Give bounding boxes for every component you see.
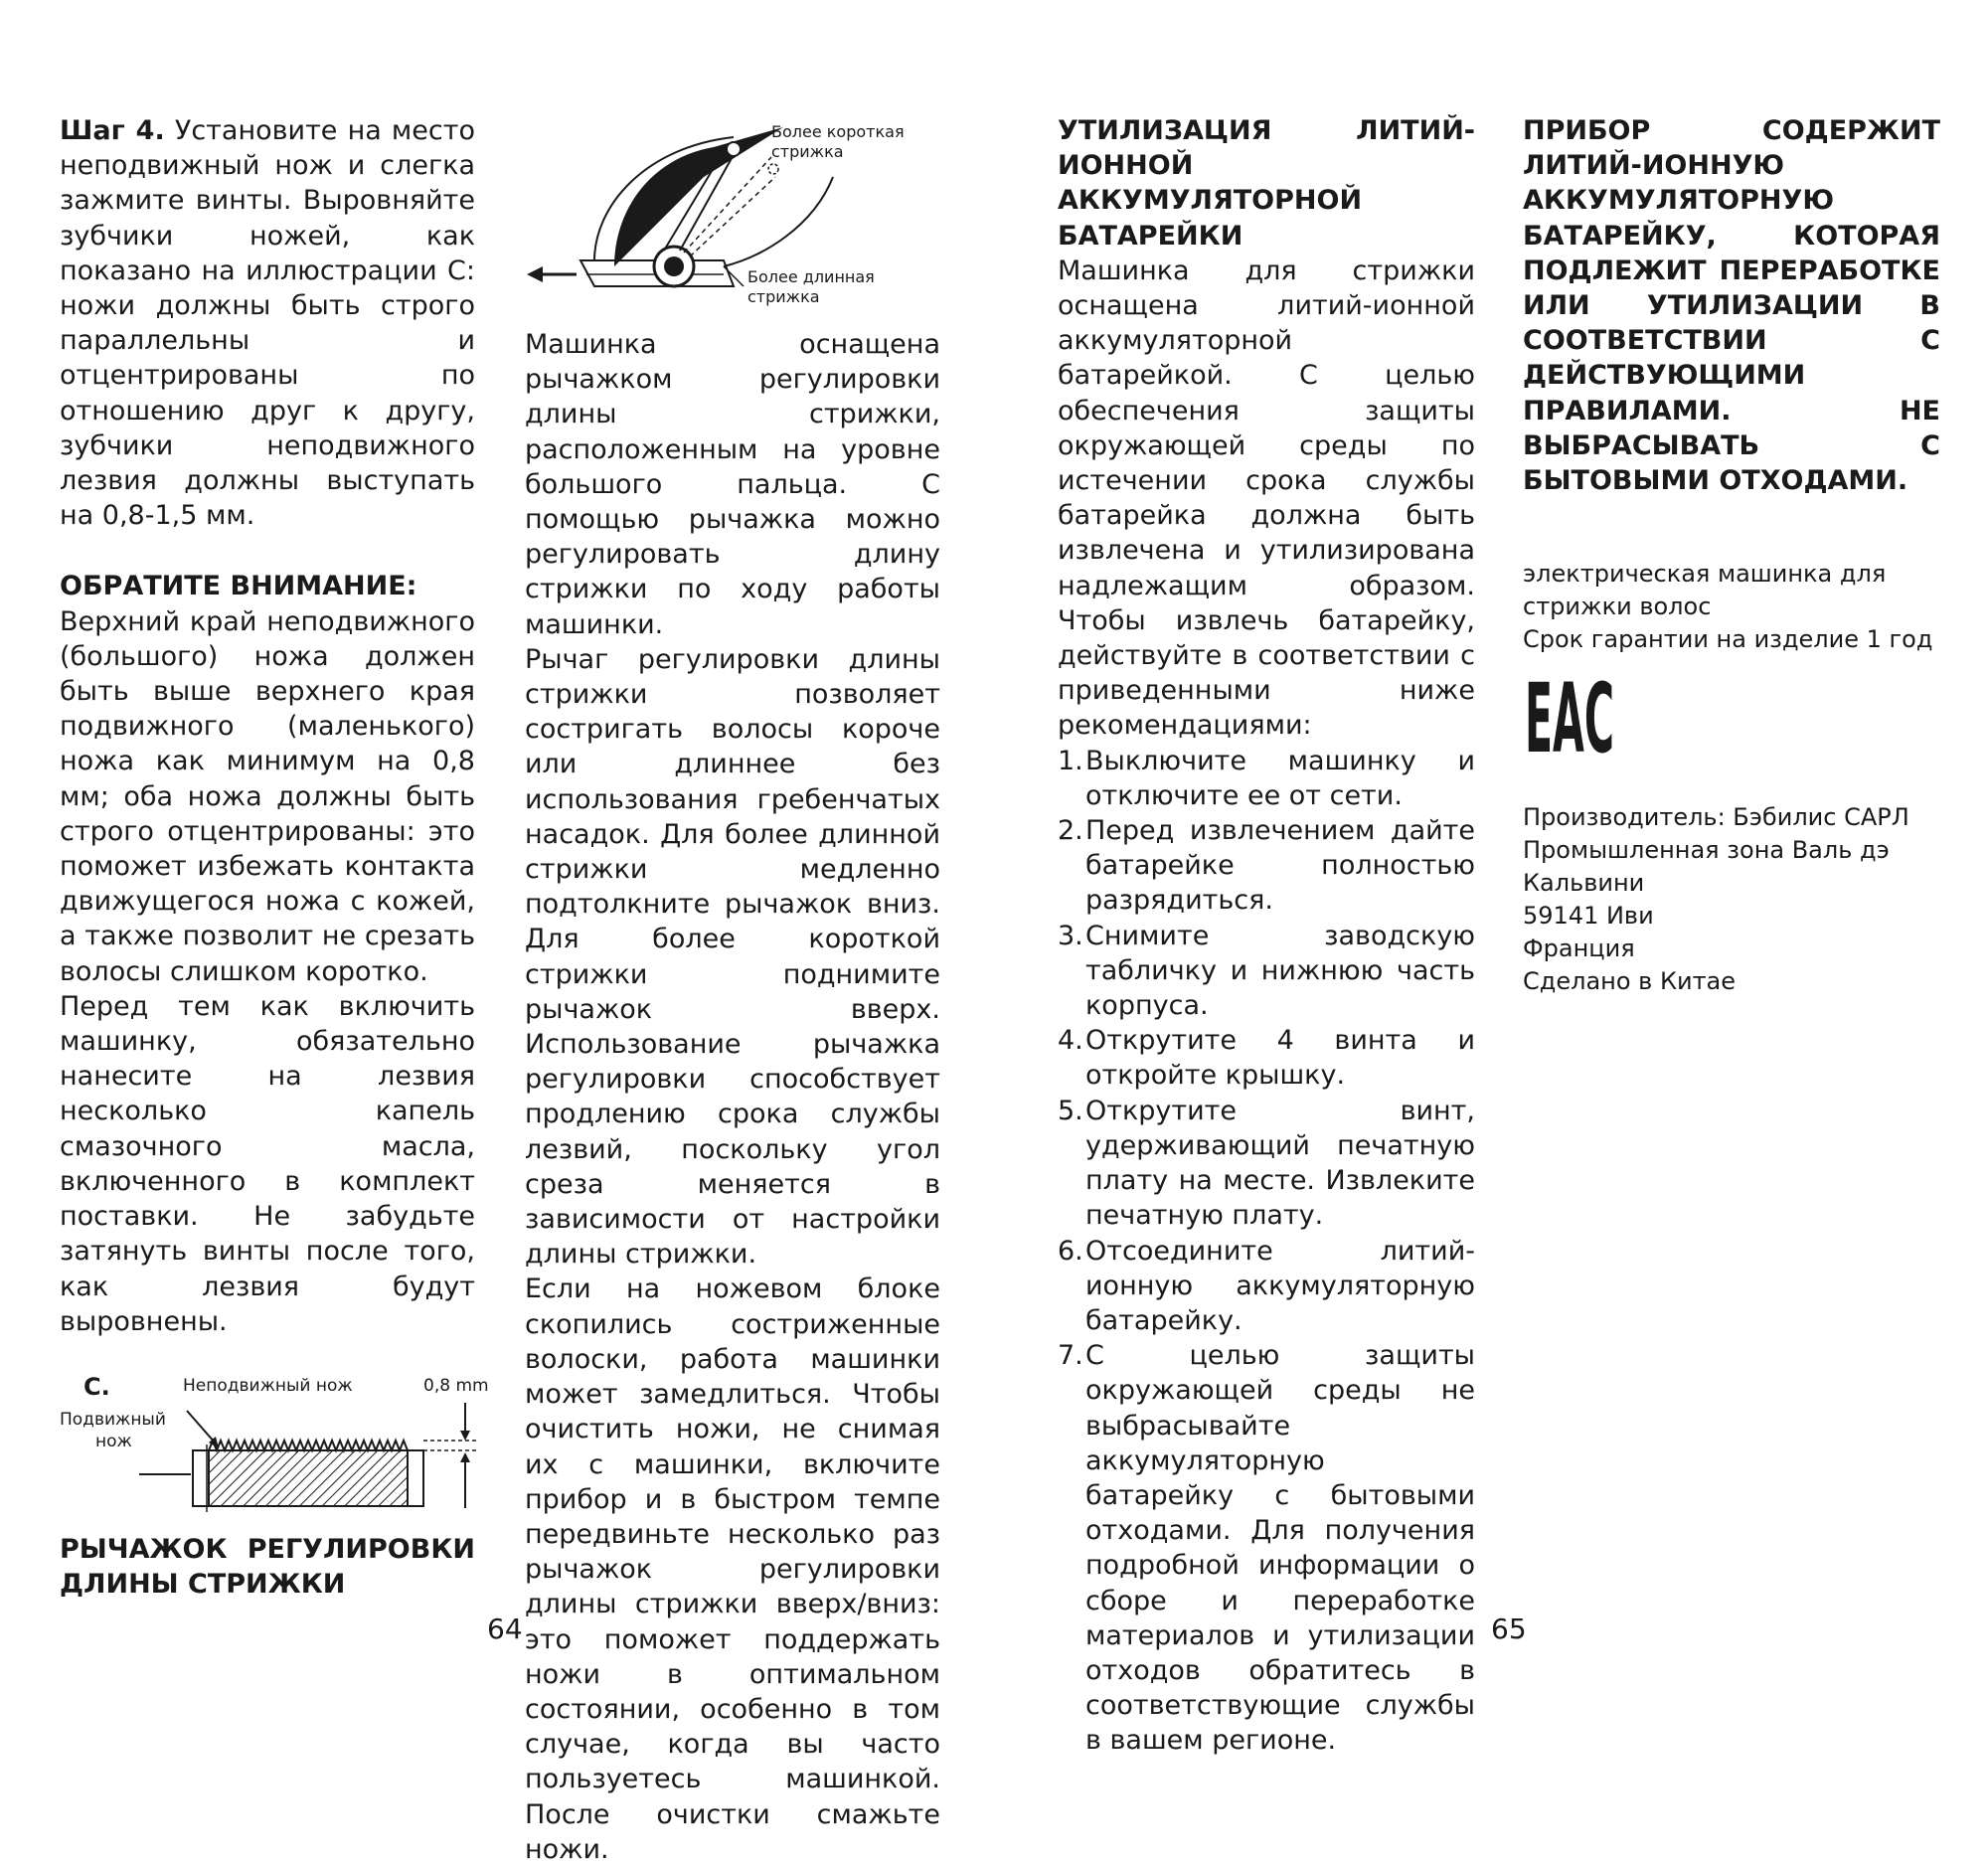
left-column-1 [60,113,489,1602]
page-number-left: 64 [487,1612,523,1645]
eac-mark-text: EAC [1525,663,1614,775]
figure-c-teeth [209,1441,408,1450]
figure-c-moving-blade-label-2: нож [95,1431,132,1451]
figure-c-blade-alignment [60,1363,497,1512]
disposal-step: 4. Открутите 4 винта и откройте крышку. [1058,1025,1475,1092]
figure-c-fixed-blade-label: Неподвижный нож [183,1375,353,1396]
step4-text: Установите на место неподвижный нож и слегка зажмите винты. Выровняйте зубчики ножей, как показано на иллюстрации C: ножи должны быть строго параллельны и отцентрированы по отношению друг к другу, зубчики неподвижного лезвия должны выступать на 0,8-1,5 мм. [60,115,476,532]
lever-figure [525,117,982,316]
disposal-intro: Машинка для стрижки оснащена литий-ионной аккумуляторной батарейкой. С целью обеспечения защиты окружающей среды по истечении срока службы батарейка должна быть извлечена и утилизирована надлежащим образом. Чтобы извлечь батарейку, действуйте в соответствии с приведенными ниже рекомендациями: [1058,255,1475,742]
lever-figure-longer-2: стрижка [747,287,820,306]
attention-paragraph-1: Верхний край неподвижного (большого) ножа должен быть выше верхнего края подвижного (маленького) ножа как минимум на 0,8 мм; оба ножа должны быть строго отцентрированы: это поможет избежать контакта движущегося ножа с кожей, а также позволит не срезать волосы слишком коротко. [60,605,475,987]
disposal-steps-list [1058,744,1475,1759]
attention-heading: ОБРАТИТЕ ВНИМАНИЕ: [60,571,417,602]
lever-figure-shorter-1: Более короткая [771,122,905,141]
attention-paragraph-2: Перед тем как включить машинку, обязательно нанесите на лезвия несколько капель смазочного масла, включенного в комплект поставки. Не забудьте затянуть винты после того, как лезвия будут выровнены. [60,990,475,1337]
lever-figure-shorter-2: стрижка [771,142,844,161]
disposal-step: 5. Открутите винт, удерживающий печатную плату на месте. Извлеките печатную плату. [1058,1095,1475,1232]
manufacturer-line: Производитель: Бэбилис САРЛ [1523,803,1909,832]
manufacturer-line: Франция [1523,934,1635,963]
right-column-2 [1523,113,1940,998]
eac-mark-icon [1525,663,1620,775]
lever-paragraph-1: Машинка оснащена рычажком регулировки длины стрижки, расположенным на уровне большого пальца. С помощью рычажка можно регулировать длину стрижки по ходу работы машинки. [525,329,940,640]
step4-paragraph [60,113,475,533]
disposal-step: 7. С целью защиты окружающей среды не выбрасывайте аккумуляторную батарейку с бытовыми отходами. Для получения подробной информации о сборе и переработке материалов и утилизации отходов обратитесь в соответствующие службы в вашем регионе. [1058,1340,1475,1757]
lever-heading: РЫЧАЖОК РЕГУЛИРОВКИ ДЛИНЫ СТРИЖКИ [60,1533,475,1601]
lever-figure-longer-1: Более длинная [747,267,875,286]
lever-paragraph-3: Если на ножевом блоке скопились состриженные волоски, работа машинки может замедлиться. Чтобы очистить ножи, не снимая их с машинки, включите прибор и в быстром темпе передвиньте несколько раз рычажок регулировки длины стрижки вверх/вниз: это поможет поддержать ножи в оптимальном состоянии, особенно в том случае, когда вы часто пользуетесь машинкой. После очистки смажьте ножи. [525,1273,940,1865]
disposal-step: 1. Выключите машинку и отключите ее от сети. [1058,745,1475,811]
battery-warning: ПРИБОР СОДЕРЖИТ ЛИТИЙ-ИОННУЮ АККУМУЛЯТОРНУЮ БАТАРЕЙКУ, КОТОРАЯ ПОДЛЕЖИТ ПЕРЕРАБОТКЕ ИЛИ УТИЛИЗАЦИИ В СООТВЕТСТВИИ С ДЕЙСТВУЮЩИМИ ПРАВИЛАМИ. НЕ ВЫБРАСЫВАТЬ С БЫТОВЫМИ ОТХОДАМИ. [1523,115,1940,497]
lever-paragraph-2: Рычаг регулировки длины стрижки позволяет состригать волосы короче или длиннее без использования гребенчатых насадок. Для более длинной стрижки медленно подтолкните рычажок вниз. Для более короткой стрижки поднимите рычажок вверх. Использование рычажка регулировки способствует продлению срока службы лезвий, поскольку угол среза меняется в зависимости от настройки длины стрижки. [525,643,940,1271]
figure-c-moving-blade-label-1: Подвижный [60,1409,166,1430]
warranty-text: Срок гарантии на изделие 1 год [1523,625,1933,654]
disposal-step: 3. Снимите заводскую табличку и нижнюю часть корпуса. [1058,920,1475,1022]
product-description: электрическая машинка для стрижки волос [1523,560,1887,621]
figure-c-measure-label: 0,8 mm [423,1375,489,1396]
step4-label: Шаг 4. [60,115,165,146]
figure-c-label: C. [83,1372,110,1401]
manufacturer-line: Промышленная зона Валь дэ Кальвини [1523,836,1890,898]
manufacturer-line: Сделано в Китае [1523,967,1737,996]
disposal-heading: УТИЛИЗАЦИЯ ЛИТИЙ-ИОННОЙ АККУМУЛЯТОРНОЙ БАТАРЕЙКИ [1058,115,1475,252]
left-column-2 [525,327,940,1867]
right-column-1 [1058,113,1475,1759]
disposal-step: 6. Отсоедините литий-ионную аккумуляторную батарейку. [1058,1235,1475,1336]
manufacturer-line: 59141 Иви [1523,902,1654,931]
disposal-step: 2. Перед извлечением дайте батарейке полностью разрядиться. [1058,815,1475,917]
page-number-right: 65 [1491,1612,1527,1645]
